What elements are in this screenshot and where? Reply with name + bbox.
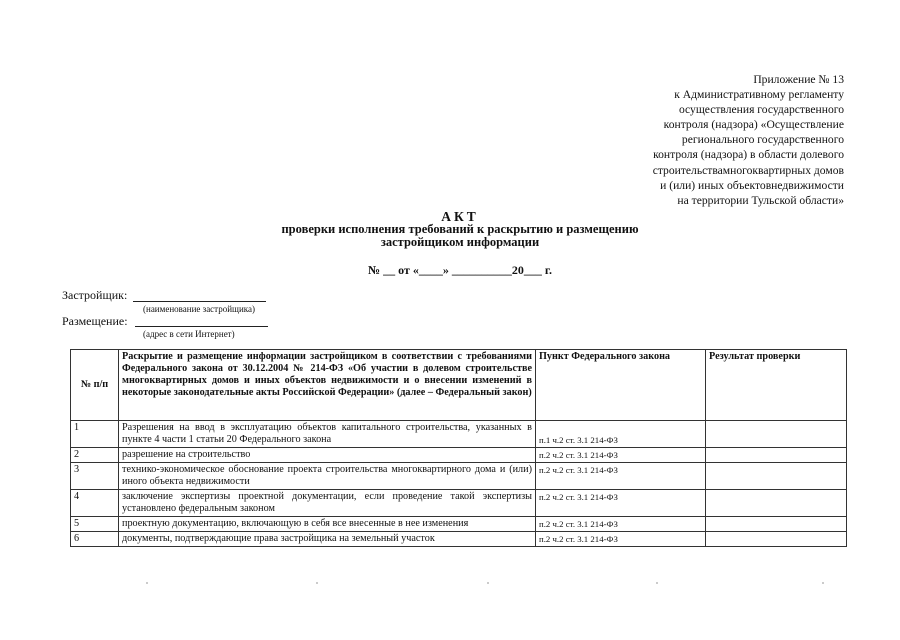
row-law-point: п.2 ч.2 ст. 3.1 214-ФЗ [536, 448, 706, 463]
row-law-point: п.2 ч.2 ст. 3.1 214-ФЗ [536, 463, 706, 490]
appendix-line: на территории Тульской области» [677, 193, 844, 207]
row-result-cell[interactable] [706, 532, 847, 547]
appendix-line: контроля (надзора) в области долевого [653, 148, 844, 162]
table-row [71, 532, 847, 547]
appendix-line: к Административному регламенту [674, 88, 844, 102]
scan-speck [822, 582, 824, 584]
developer-label: Застройщик: [62, 288, 128, 302]
table-row [71, 463, 847, 490]
placement-hint: (адрес в сети Интернет) [143, 329, 235, 339]
scan-specks [0, 582, 900, 588]
row-result-cell[interactable] [706, 421, 847, 448]
row-description: проектную документацию, включающую в себя все внесенные в нее изменения [119, 517, 536, 532]
document-title [160, 210, 760, 249]
scan-speck [487, 582, 489, 584]
inspection-table [70, 349, 847, 547]
header-law-point: Пункт Федерального закона [536, 350, 706, 421]
row-num: 5 [71, 517, 119, 532]
appendix-line: осуществления государственного [678, 103, 844, 117]
appendix-line: регионального государственного [681, 133, 844, 147]
appendix-line: строительствамногоквартирных домов [652, 163, 844, 177]
act-heading: АКТ [441, 209, 479, 224]
row-num: 4 [71, 490, 119, 517]
placement-label: Размещение: [62, 314, 128, 328]
table-row [71, 517, 847, 532]
row-law-point: п.1 ч.2 ст. 3.1 214-ФЗ [536, 421, 706, 448]
row-num: 2 [71, 448, 119, 463]
scan-speck [146, 582, 148, 584]
table-row [71, 421, 847, 448]
row-law-point: п.2 ч.2 ст. 3.1 214-ФЗ [536, 490, 706, 517]
row-result-cell[interactable] [706, 490, 847, 517]
row-num: 3 [71, 463, 119, 490]
row-description: заключение экспертизы проектной документации, если проведение такой экспертизы установлено федеральным законом [119, 490, 536, 517]
scan-speck [656, 582, 658, 584]
row-result-cell[interactable] [706, 517, 847, 532]
header-num: № п/п [71, 350, 119, 421]
developer-hint: (наименование застройщика) [143, 304, 256, 314]
row-num: 1 [71, 421, 119, 448]
table-row [71, 490, 847, 517]
appendix-line: Приложение № 13 [753, 73, 844, 86]
header-description: Раскрытие и размещение информации застройщиком в соответствии с требованиями Федерального закона от 30.12.2004 № 214-ФЗ «Об участии в долевом строительстве многоквартирных домов и иных объектов недвижимости и о внесении изменений в некоторые законодательные акты Российской Федерации» (далее – Федеральный закон) [119, 350, 536, 421]
scan-speck [316, 582, 318, 584]
row-result-cell[interactable] [706, 463, 847, 490]
act-number-line: № __ от «____» __________20___ г. [368, 263, 552, 277]
row-law-point: п.2 ч.2 ст. 3.1 214-ФЗ [536, 517, 706, 532]
row-description: разрешение на строительство [119, 448, 536, 463]
appendix-line: контроля (надзора) «Осуществление [663, 118, 844, 132]
row-description: документы, подтверждающие права застройщика на земельный участок [119, 532, 536, 547]
title-line-2: застройщиком информации [380, 235, 540, 249]
row-description: технико-экономическое обоснование проекта строительства многоквартирного дома и (или) иного объекта недвижимости [119, 463, 536, 490]
row-law-point: п.2 ч.2 ст. 3.1 214-ФЗ [536, 532, 706, 547]
row-result-cell[interactable] [706, 448, 847, 463]
placement-field-line[interactable] [135, 326, 268, 327]
appendix-line: и (или) иных объектовнедвижимости [660, 178, 844, 192]
title-line-1: проверки исполнения требований к раскрытию и размещению [281, 222, 639, 236]
table-row [71, 448, 847, 463]
table-header-row [71, 350, 847, 421]
row-num: 6 [71, 532, 119, 547]
header-result: Результат проверки [706, 350, 847, 421]
developer-field-line[interactable] [133, 301, 266, 302]
row-description: Разрешения на ввод в эксплуатацию объектов капитального строительства, указанных в пункте 4 части 1 статьи 20 Федерального закона [119, 421, 536, 448]
appendix-block [604, 72, 844, 208]
